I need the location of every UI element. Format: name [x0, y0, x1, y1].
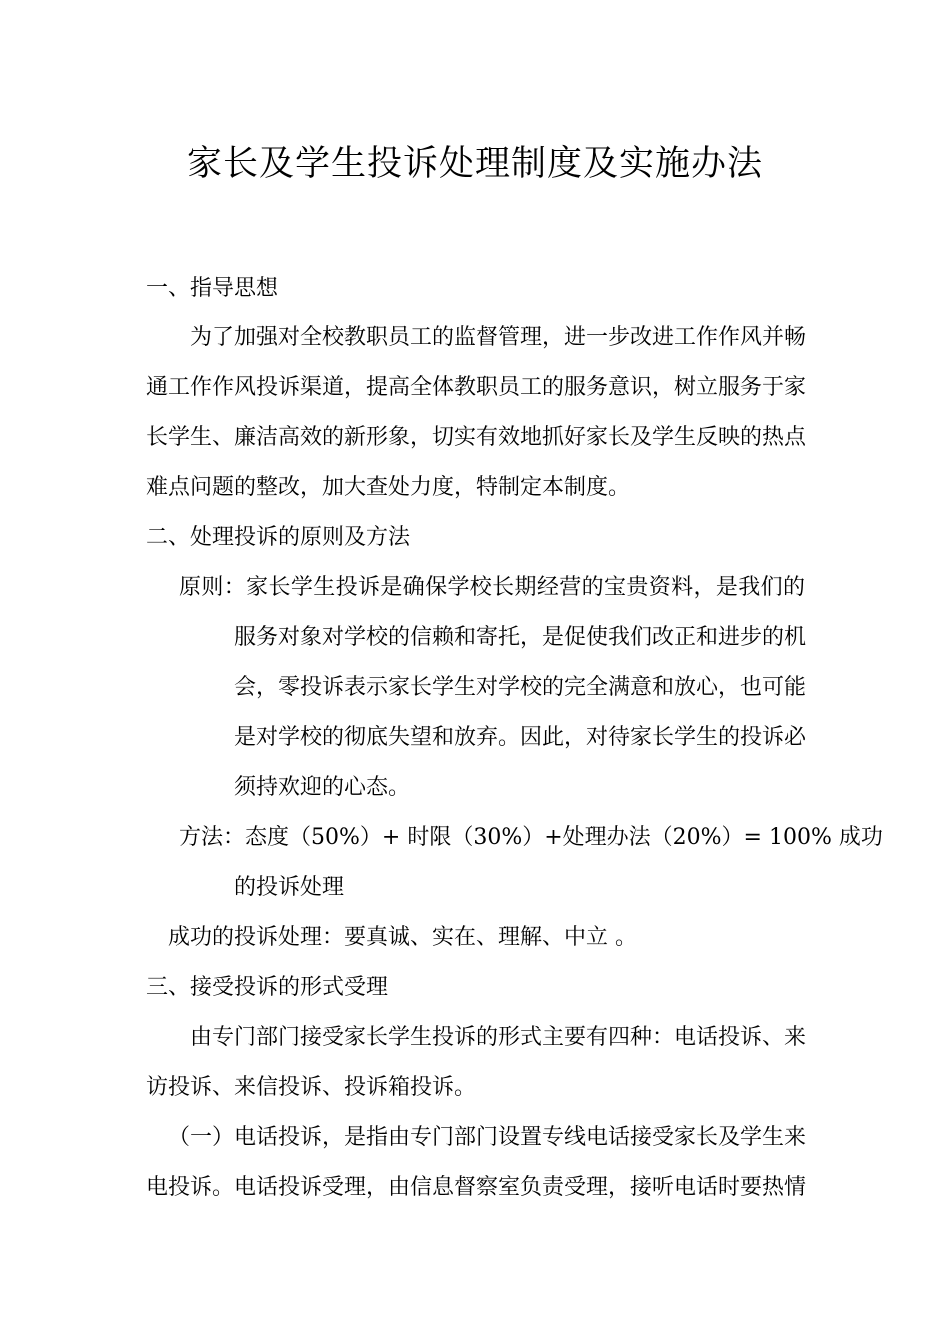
section-heading-2: 二、处理投诉的原则及方法: [146, 525, 411, 550]
principle-line: 是对学校的彻底失望和放弃。因此，对待家长学生的投诉必: [234, 725, 807, 750]
section-heading-1: 一、指导思想: [146, 276, 279, 301]
paragraph-line: 通工作作风投诉渠道，提高全体教职员工的服务意识，树立服务于家: [146, 375, 807, 400]
paragraph-line: （一）电话投诉，是指由专门部门设置专线电话接受家长及学生来: [168, 1125, 807, 1150]
method-line: 方法：态度（50%）+ 时限（30%）+处理办法（20%）= 100% 成功: [179, 825, 883, 850]
document-title: 家长及学生投诉处理制度及实施办法: [186, 144, 763, 184]
principle-line: 会，零投诉表示家长学生对学校的完全满意和放心，也可能: [234, 675, 807, 700]
principle-line: 服务对象对学校的信赖和寄托，是促使我们改正和进步的机: [234, 625, 807, 650]
section-heading-3: 三、接受投诉的形式受理: [146, 975, 389, 1000]
paragraph-line: 访投诉、来信投诉、投诉箱投诉。: [146, 1075, 477, 1100]
paragraph-line: 难点问题的整改，加大查处力度，特制定本制度。: [146, 475, 631, 500]
paragraph-line: 由专门部门接受家长学生投诉的形式主要有四种：电话投诉、来: [190, 1025, 807, 1050]
paragraph-line: 为了加强对全校教职员工的监督管理，进一步改进工作作风并畅: [190, 325, 807, 350]
paragraph-line: 电投诉。电话投诉受理，由信息督察室负责受理，接听电话时要热情: [146, 1175, 807, 1200]
paragraph-line: 长学生、廉洁高效的新形象，切实有效地抓好家长及学生反映的热点: [146, 425, 807, 450]
success-line: 成功的投诉处理：要真诚、实在、理解、中立 。: [168, 925, 637, 950]
principle-line: 须持欢迎的心态。: [234, 775, 411, 800]
method-line: 的投诉处理: [234, 875, 345, 900]
principle-line: 原则：家长学生投诉是确保学校长期经营的宝贵资料，是我们的: [179, 575, 805, 600]
